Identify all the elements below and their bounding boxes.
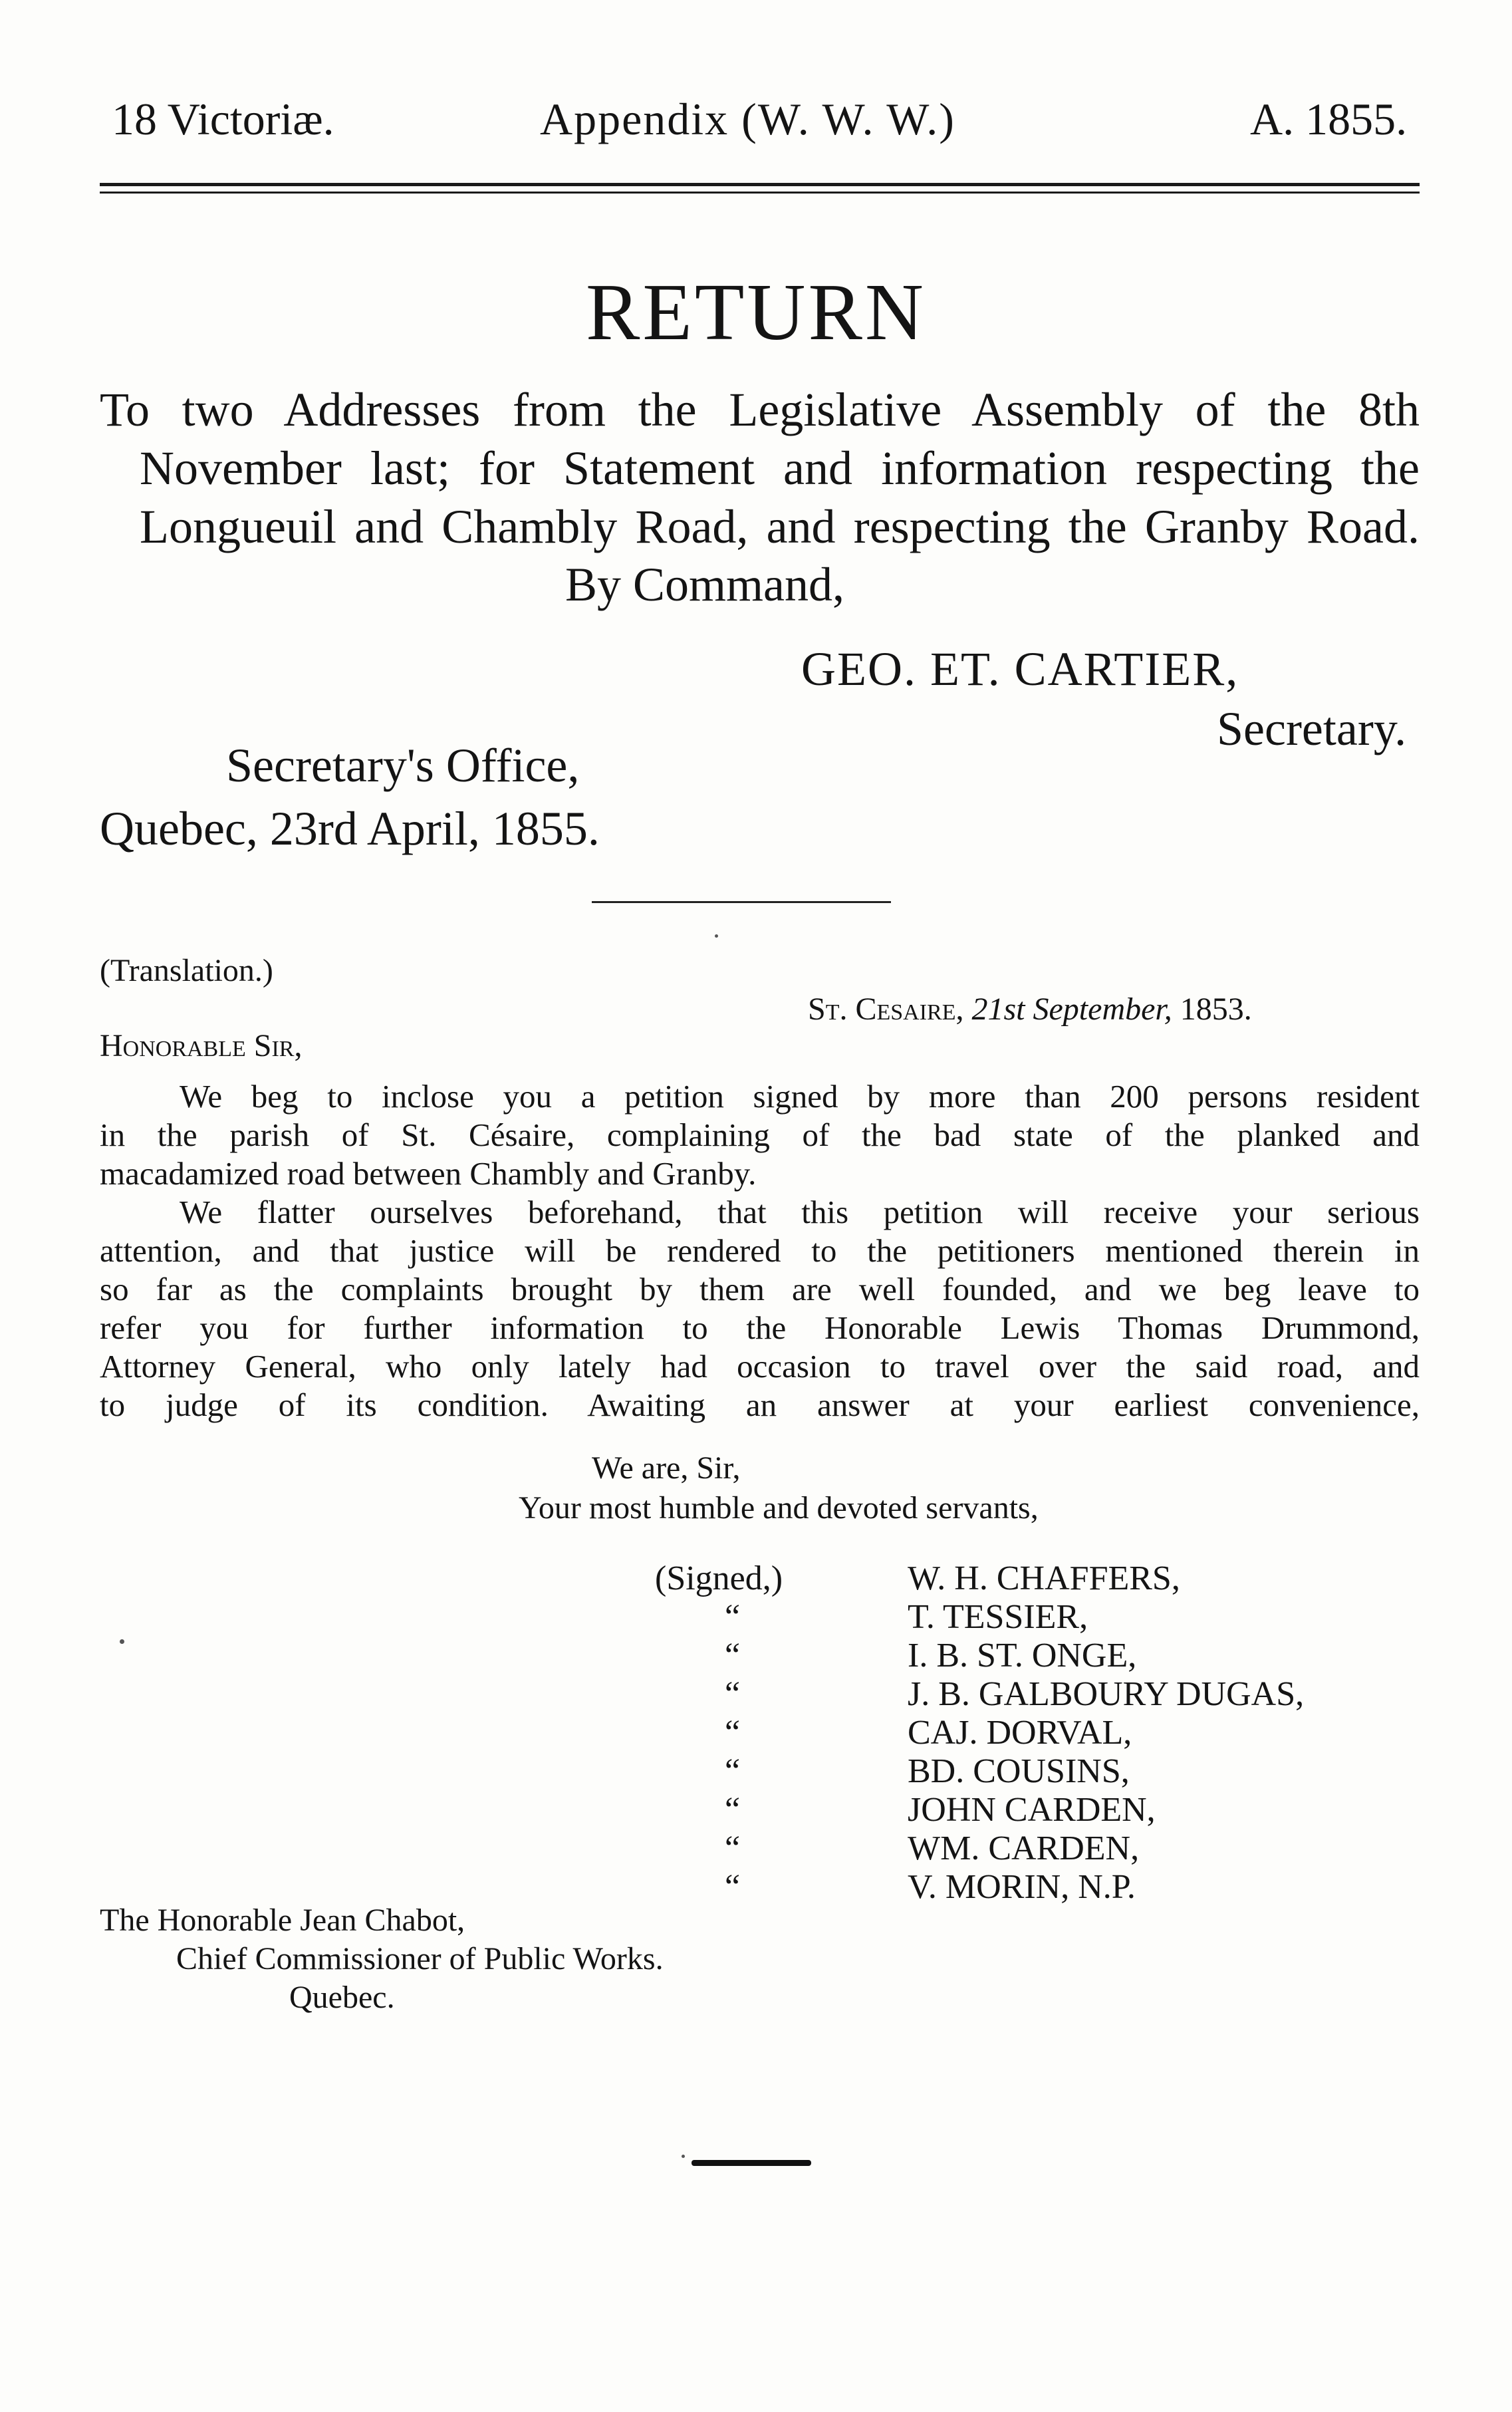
ditto-mark: “ xyxy=(725,1675,741,1713)
body-line: to judge of its condition. Awaiting an answer at your earliest convenience, xyxy=(100,1387,1420,1423)
body-line: macadamized road between Chambly and Granby. xyxy=(100,1155,757,1192)
ditto-mark: “ xyxy=(725,1752,741,1790)
body-line: We beg to inclose you a petition signed by more than 200 persons resident xyxy=(180,1078,1420,1115)
lead-line: Longueuil and Chambly Road, and respecting the Granby Road. xyxy=(140,500,1420,553)
year: 1853. xyxy=(1180,992,1252,1027)
body-line: attention, and that justice will be rendered to the petitioners mentioned therein in xyxy=(100,1232,1420,1269)
signatory-name: GEO. ET. CARTIER, xyxy=(801,642,1239,696)
signer: T. TESSIER, xyxy=(908,1598,1088,1636)
addressee-line-1: The Honorable Jean Chabot, xyxy=(100,1903,465,1938)
document-title: RETURN xyxy=(586,267,926,357)
ditto-mark: “ xyxy=(725,1714,741,1752)
closing-line-1: We are, Sir, xyxy=(592,1450,741,1486)
signers-list xyxy=(908,1559,1304,1907)
scan-speck xyxy=(715,934,718,938)
end-ornament-rule xyxy=(692,2160,811,2166)
scan-speck xyxy=(120,1639,124,1644)
closing-line-2: Your most humble and devoted servants, xyxy=(519,1490,1039,1526)
signer: V. MORIN, N.P. xyxy=(908,1868,1136,1906)
office-line-2: Quebec, 23rd April, 1855. xyxy=(100,802,600,855)
date: 21st September, xyxy=(971,992,1172,1027)
salutation: Honorable Sir, xyxy=(100,1028,303,1063)
section-divider xyxy=(592,901,891,903)
lead-line: November last; for Statement and information respecting the xyxy=(140,442,1420,495)
signer: J. B. GALBOURY DUGAS, xyxy=(908,1675,1305,1713)
header-rule-top xyxy=(100,183,1420,186)
place-date xyxy=(808,991,1252,1027)
lead-paragraph xyxy=(100,380,1420,556)
header-right: A. 1855. xyxy=(1250,94,1408,144)
ditto-mark: “ xyxy=(725,1791,741,1829)
header-rule-bottom xyxy=(100,192,1420,194)
body-line: Attorney General, who only lately had occasion to travel over the said road, and xyxy=(100,1348,1420,1385)
translation-note: (Translation.) xyxy=(100,953,273,988)
scan-speck xyxy=(682,2155,685,2158)
letter-body xyxy=(100,1077,1420,1424)
signatory-title: Secretary. xyxy=(1217,702,1407,755)
header-center: Appendix (W. W. W.) xyxy=(540,94,955,144)
ditto-mark: “ xyxy=(725,1868,741,1906)
signer: CAJ. DORVAL, xyxy=(908,1714,1132,1752)
addressee-line-2: Chief Commissioner of Public Works. xyxy=(176,1941,664,1976)
ditto-mark: “ xyxy=(725,1598,741,1636)
ditto-mark: “ xyxy=(725,1637,741,1675)
signer: I. B. ST. ONGE, xyxy=(908,1637,1137,1675)
place: St. Cesaire, xyxy=(808,992,964,1027)
body-line: in the parish of St. Césaire, complaining of the bad state of the planked and xyxy=(100,1117,1420,1153)
body-line: We flatter ourselves beforehand, that this petition will receive your serious xyxy=(180,1194,1420,1230)
header-left: 18 Victoriæ. xyxy=(112,94,334,144)
signer: WM. CARDEN, xyxy=(908,1829,1140,1867)
lead-line: To two Addresses from the Legislative Assembly of the 8th xyxy=(100,383,1420,436)
office-line-1: Secretary's Office, xyxy=(226,739,580,792)
signer: W. H. CHAFFERS, xyxy=(908,1559,1180,1597)
ditto-mark: “ xyxy=(725,1829,741,1867)
signed-label: (Signed,) xyxy=(655,1559,783,1597)
body-line: so far as the complaints brought by them are well founded, and we beg leave to xyxy=(100,1271,1420,1307)
signer: JOHN CARDEN, xyxy=(908,1791,1156,1829)
addressee-line-3: Quebec. xyxy=(289,1980,395,2015)
by-command: By Command, xyxy=(565,558,845,611)
signer: BD. COUSINS, xyxy=(908,1752,1130,1790)
ditto-column xyxy=(725,1598,740,1907)
body-line: refer you for further information to the Honorable Lewis Thomas Drummond, xyxy=(100,1309,1420,1346)
